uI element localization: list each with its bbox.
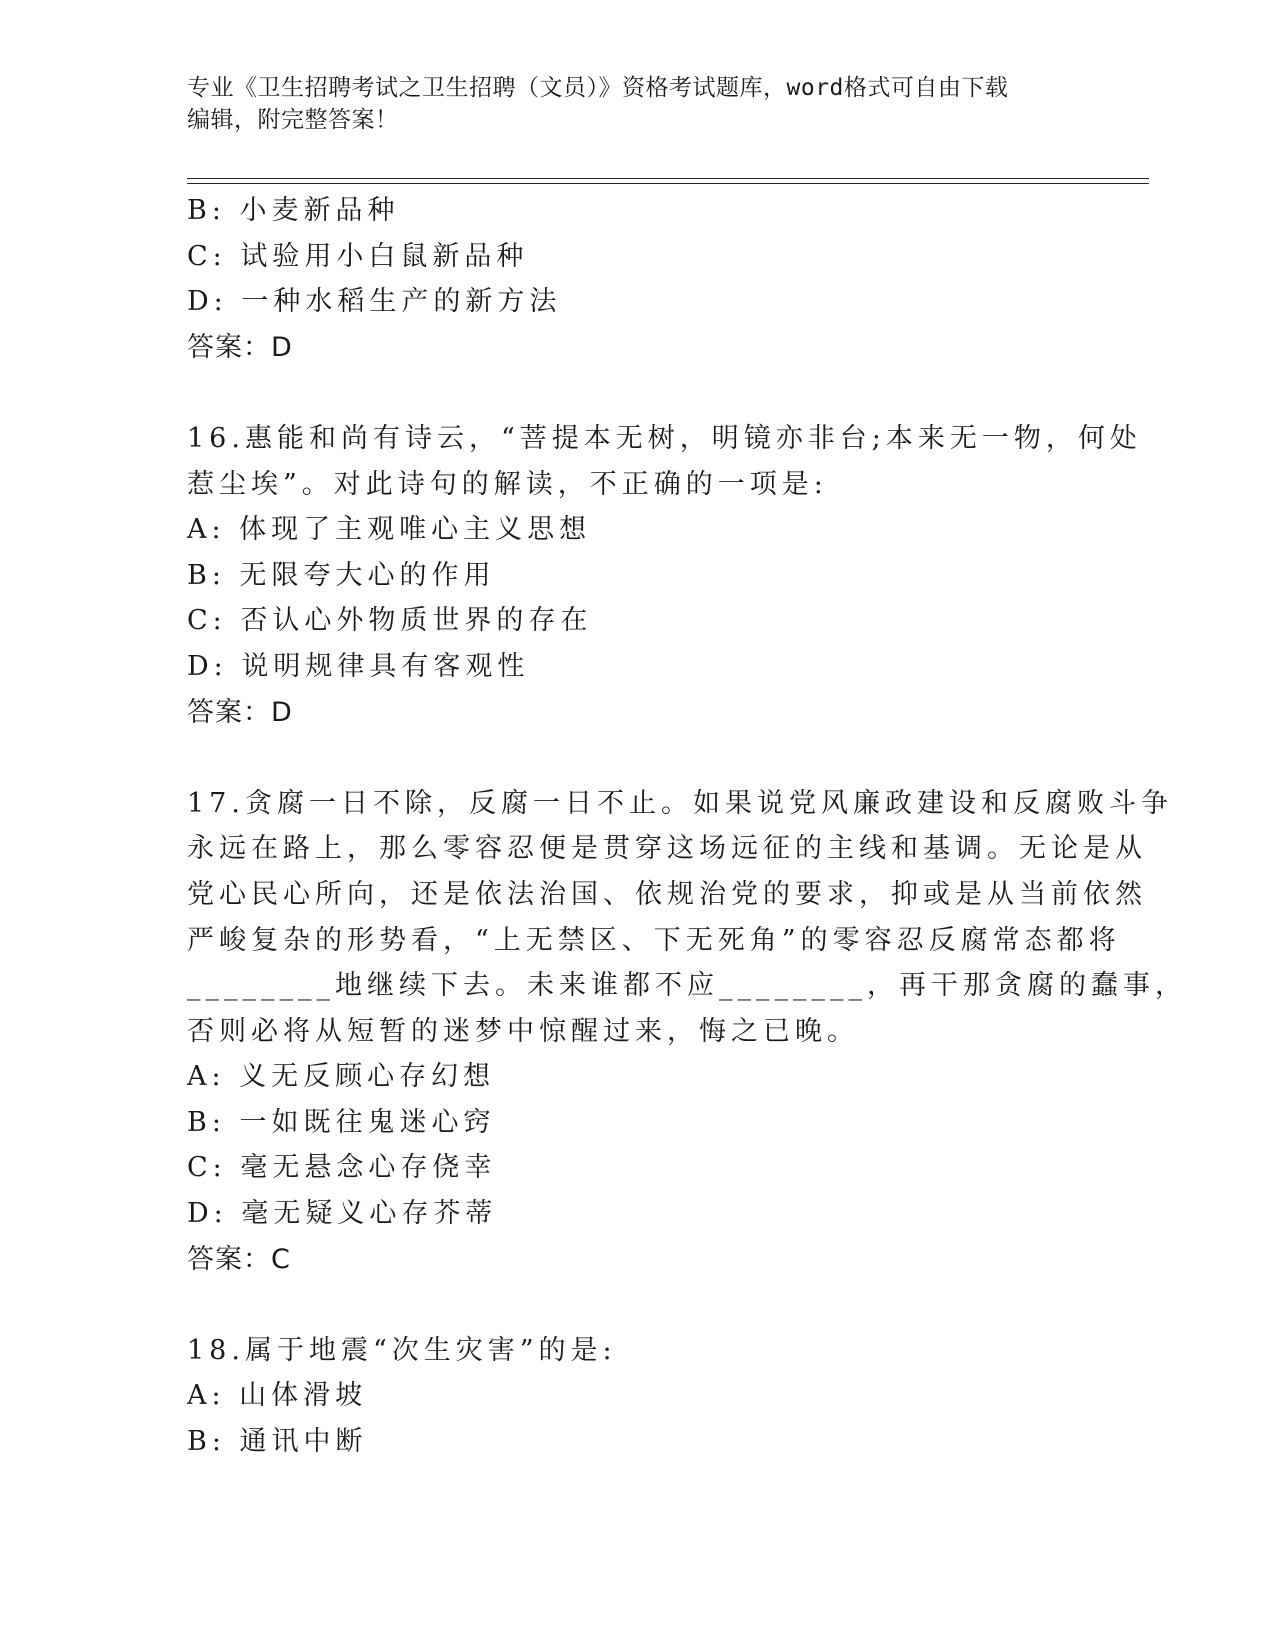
option-b: B: 一如既往鬼迷心窍 bbox=[187, 1106, 496, 1138]
spacer bbox=[187, 1282, 1087, 1328]
option-d: D: 毫无疑义心存芥蒂 bbox=[187, 1198, 498, 1230]
answer: 答案：C bbox=[187, 1243, 291, 1275]
option-c: C: 毫无悬念心存侥幸 bbox=[187, 1152, 497, 1184]
option-b: B: 无限夸大心的作用 bbox=[187, 559, 496, 591]
question-16 bbox=[187, 416, 1142, 735]
spacer bbox=[187, 370, 1087, 416]
header-line-1: 专业《卫生招聘考试之卫生招聘（文员）》资格考试题库，word格式可自由下载 bbox=[187, 75, 1009, 101]
question-stem-line: 否则必将从短暂的迷梦中惊醒过来，悔之已晚。 bbox=[187, 1015, 859, 1047]
answer: 答案：D bbox=[187, 696, 293, 728]
question-stem-line: 16.惠能和尚有诗云，“菩提本无树，明镜亦非台;本来无一物，何处 bbox=[187, 422, 1142, 454]
question-stem-line: 惹尘埃”。对此诗句的解读，不正确的一项是: bbox=[187, 468, 828, 500]
question-18 bbox=[187, 1328, 1087, 1465]
option-a: A: 体现了主观唯心主义思想 bbox=[187, 514, 592, 546]
header-rule-bottom bbox=[187, 183, 1149, 184]
option-a: A: 义无反顾心存幻想 bbox=[187, 1061, 496, 1093]
option-d: D: 说明规律具有客观性 bbox=[187, 650, 530, 682]
header-rule-top bbox=[187, 178, 1149, 179]
page-header bbox=[187, 72, 1087, 136]
option-a: A: 山体滑坡 bbox=[187, 1380, 368, 1412]
option-b: B: 通讯中断 bbox=[187, 1426, 368, 1458]
spacer bbox=[187, 735, 1087, 781]
answer: 答案：D bbox=[187, 331, 293, 363]
question-body bbox=[187, 188, 1187, 1465]
question-15 bbox=[187, 188, 1087, 370]
option-d: D: 一种水稻生产的新方法 bbox=[187, 286, 562, 318]
question-stem-line: ________地继续下去。未来谁都不应________，再干那贪腐的蠢事， bbox=[187, 970, 1187, 1002]
question-stem-line: 18.属于地震“次生灾害”的是: bbox=[187, 1334, 617, 1366]
option-c: C: 否认心外物质世界的存在 bbox=[187, 605, 593, 637]
question-stem-line: 永远在路上，那么零容忍便是贯穿这场远征的主线和基调。无论是从 bbox=[187, 833, 1147, 865]
option-b: B: 小麦新品种 bbox=[187, 195, 400, 226]
option-c: C: 试验用小白鼠新品种 bbox=[187, 240, 529, 272]
question-stem-line: 严峻复杂的形势看，“上无禁区、下无死角”的零容忍反腐常态都将 bbox=[187, 924, 1121, 956]
question-17 bbox=[187, 781, 1187, 1283]
question-stem-line: 17.贪腐一日不除，反腐一日不止。如果说党风廉政建设和反腐败斗争 bbox=[187, 787, 1173, 819]
question-stem-line: 党心民心所向，还是依法治国、依规治党的要求，抑或是从当前依然 bbox=[187, 878, 1147, 910]
header-line-2: 编辑，附完整答案！ bbox=[187, 107, 399, 133]
